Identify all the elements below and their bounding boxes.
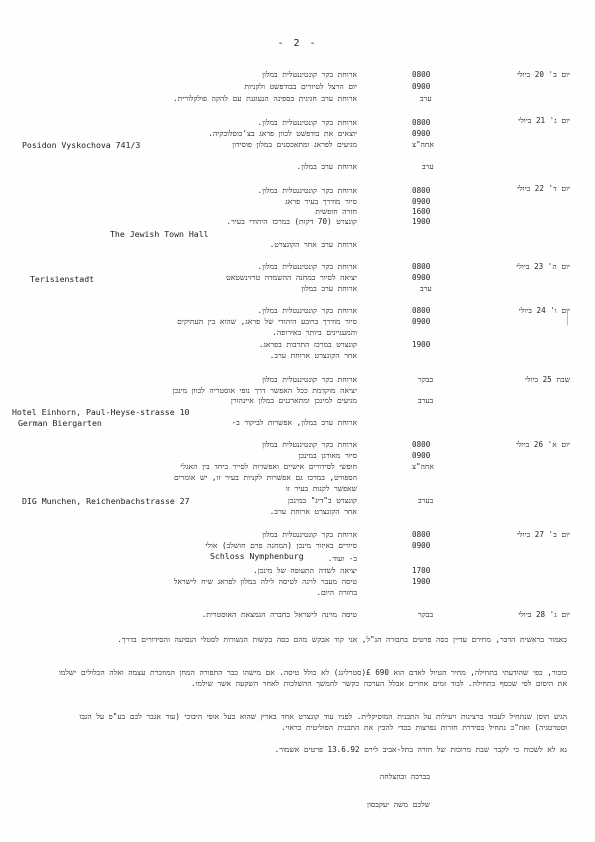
- time: 0900: [412, 273, 431, 282]
- day-label: יום ב' 27 ביולי: [517, 530, 570, 539]
- time: ערב: [422, 162, 434, 171]
- activity: ארוחת בקר קונטיננטלית במלון.: [257, 186, 357, 195]
- time: בערב: [418, 496, 434, 505]
- activity: יציאה מוקדמת ככל האפשר דרך נופי אוסטריה לכוון מינכן: [172, 386, 357, 395]
- time: 0900: [412, 317, 431, 326]
- hotel-address: Hotel Einhorn, Paul-Heyse-strasse 10: [12, 407, 190, 417]
- time: 0900: [412, 197, 431, 206]
- activity: טיסה מעבר לוינה לטיסה לילה במלון לפראג שיח לישראל: [173, 577, 357, 586]
- day-label: יום ב' 20 ביולי: [517, 70, 570, 79]
- activity: בחזרה היום.: [316, 588, 357, 597]
- activity: ארוחת בקר קונטיננטלית במלון: [262, 440, 357, 449]
- time: 0800: [412, 262, 431, 271]
- activity: והמעניינים ביותר באירופה.: [272, 328, 357, 337]
- time: 0900: [412, 82, 431, 91]
- paragraph: כזכור, כפי שהודעתי בתחילה, מחיר הטיול לאדם הוא 690 £(סטרלינג) לא כולל טיסה. אם מישהו כבר התפורה המחן המוזכרת עצמה ואלה הכלולים ישלמו את היסום לפי שכסף בתחילה. לבוד זמים אחרים אבלל הערכה כקשר להמשך ההשלכות לאחר השקעה אשר שילמו.: [58, 668, 567, 688]
- time: 1600: [412, 207, 431, 216]
- time: 0900: [412, 451, 431, 460]
- activity: מגיעים לפראג ומתאכסנים במלון פוסידון: [232, 140, 357, 149]
- activity: קונצרט (70 דקות) במרכז היהודי בעיר.: [226, 217, 357, 226]
- activity: טיסה מוינה לישראל בחברה הנמצאת האוסטרית.: [201, 610, 357, 619]
- time: 1900: [412, 577, 431, 586]
- activity: סיורים באיזור מינכן (המחנה פרם חושלב) אולי: [205, 541, 357, 550]
- margin-mark: [567, 312, 571, 326]
- activity: סיור מודרך ברובע היהודי של פראג, שהוא בין העתיקים: [177, 317, 357, 326]
- day-label: יום ה' 23 ביולי: [516, 262, 570, 271]
- time: ערב: [420, 94, 432, 103]
- time: 1900: [412, 340, 431, 349]
- day-label: שבת 25 ביולי: [524, 375, 570, 384]
- activity: אחר הקונצרט ארוחת ערב.: [269, 351, 357, 360]
- time: 0800: [412, 306, 431, 315]
- time: 0800: [412, 70, 431, 79]
- activity: ארוחת בקר קונטיננטלית במלון.: [257, 118, 357, 127]
- time: 0800: [412, 440, 431, 449]
- activity: ארוחת ערב אחר הקונצרט.: [269, 240, 357, 249]
- day-label: יום ד' 22 ביולי: [517, 184, 570, 193]
- activity: ארוחת ערב במלון, אפשרות לביקור ב-: [231, 418, 357, 427]
- time: 0900: [412, 129, 431, 138]
- time: 1900: [412, 217, 431, 226]
- time: בבקר: [418, 610, 434, 619]
- activity: ארוחת בקר קונטיננטלית במלון: [262, 70, 357, 79]
- page-number: - 2 -: [277, 38, 318, 49]
- place-name: Terisienstadt: [30, 274, 95, 284]
- activity: יציאה לסיור במחנה ההשמדה טרזינשטאט: [226, 273, 357, 282]
- activity: ארוחת בקר קונטיננטלית במלון: [262, 530, 357, 539]
- venue-name: German Biergarten: [18, 418, 102, 428]
- activity: סיור מאורגן במינכן: [298, 451, 357, 460]
- time: 0800: [412, 118, 431, 127]
- time: בערב: [418, 396, 434, 405]
- time: אחה"צ: [412, 140, 434, 149]
- signature: שלכם משה יעקבסון: [367, 800, 430, 809]
- time: 0800: [412, 186, 431, 195]
- day-label: יום א' 26 ביולי: [516, 440, 570, 449]
- activity: ארוחת בקר קונטיננטלית במלון.: [257, 306, 357, 315]
- place-name: Schloss Nymphenburg: [210, 551, 304, 561]
- activity: מגיעים למינכן ומתארגנים במלון איינהורן: [230, 396, 357, 405]
- activity: קונצרט במרכז התרבות בפראג.: [258, 340, 357, 349]
- time: 0900: [412, 541, 431, 550]
- activity: יום הרצל לטיורים בבודפשט ולקניות: [244, 82, 357, 91]
- activity: חזרה חופשית: [315, 207, 357, 216]
- time: ערב: [420, 284, 432, 293]
- paragraph: כאמור בראשית הדבר, מחירם עדיין כסה פרטים בחבורה הנ"ל, אני קוד אבקש מהם כסה בקשות הנשורות לסטלי הנסיעה והסידורים בדרך.: [117, 635, 567, 644]
- day-label: יום ו' 24 ביולי: [518, 306, 570, 315]
- activity: ארוחת בקר קונטיננטלית במלון: [262, 375, 357, 384]
- activity: אחר הקונצרט ארוחת ערב.: [269, 507, 357, 516]
- activity: קונצרט ב"דיג" במינכן: [287, 496, 357, 505]
- time: 0800: [412, 530, 431, 539]
- time: אחה"צ: [412, 462, 434, 471]
- hotel-address: Posidon Vyskochova 741/3: [22, 140, 141, 150]
- activity: יוצאים את בודפשט לכוון פראג בצ'כוסלובקיה.: [208, 129, 357, 138]
- activity: יציאה לשדה התעופה של מינכן.: [253, 566, 357, 575]
- activity: חופשי לסידורים אישיים ואפשרות לסייר ביחד בין האגלי: [180, 462, 357, 471]
- venue-name: The Jewish Town Hall: [110, 229, 209, 239]
- day-label: יום ג' 21 ביולי: [518, 116, 570, 125]
- activity: ארוחת ערב במלון: [301, 284, 357, 293]
- day-label: יום ג' 28 ביולי: [518, 610, 570, 619]
- time: בבקר: [418, 375, 434, 384]
- paragraph: נא לא לשכוח כי לקבר שבת מרוכזת של חזרה בתל-אביב לירם 13.6.92 פרטים אשמור.: [274, 745, 567, 754]
- activity: שאפשר לקנות בעיר זו: [285, 484, 357, 493]
- closing: בברכה ובהצלחה: [379, 772, 430, 781]
- activity: ארוחת ערב במלון.: [296, 162, 357, 171]
- venue-address: DIG Munchen, Reichenbachstrasse 27: [22, 496, 190, 506]
- paragraph: הגיע הוסן שנתחיל לעבוד ברצינות ויעילות על התכנית המוסיקלית. לפניו עוד קונצרט אחד בארץ שהוא בעל אופי היבוכי (עוד אגבר לכם בע"פ על הגבו וסטרטגיה) ואח"כ נתחיל בסידרת חזרות נפרצות בכדי להכין את התכנית הפוליטית כראוי.: [79, 712, 567, 732]
- activity: ב- ועוד.: [327, 554, 357, 563]
- activity: סיור מודרך בעיר פראג: [285, 197, 357, 206]
- activity: ארוחת ערב חגיגית בספינה הנעוגנת עם להקה פולקלורית.: [173, 94, 357, 103]
- activity: ארוחת בקר קונטיננטלית במלון.: [257, 262, 357, 271]
- activity: הספורט, במרכז גם אפשרות לקניות בעיר זו, יש אומרים: [173, 473, 357, 482]
- time: 1700: [412, 566, 431, 575]
